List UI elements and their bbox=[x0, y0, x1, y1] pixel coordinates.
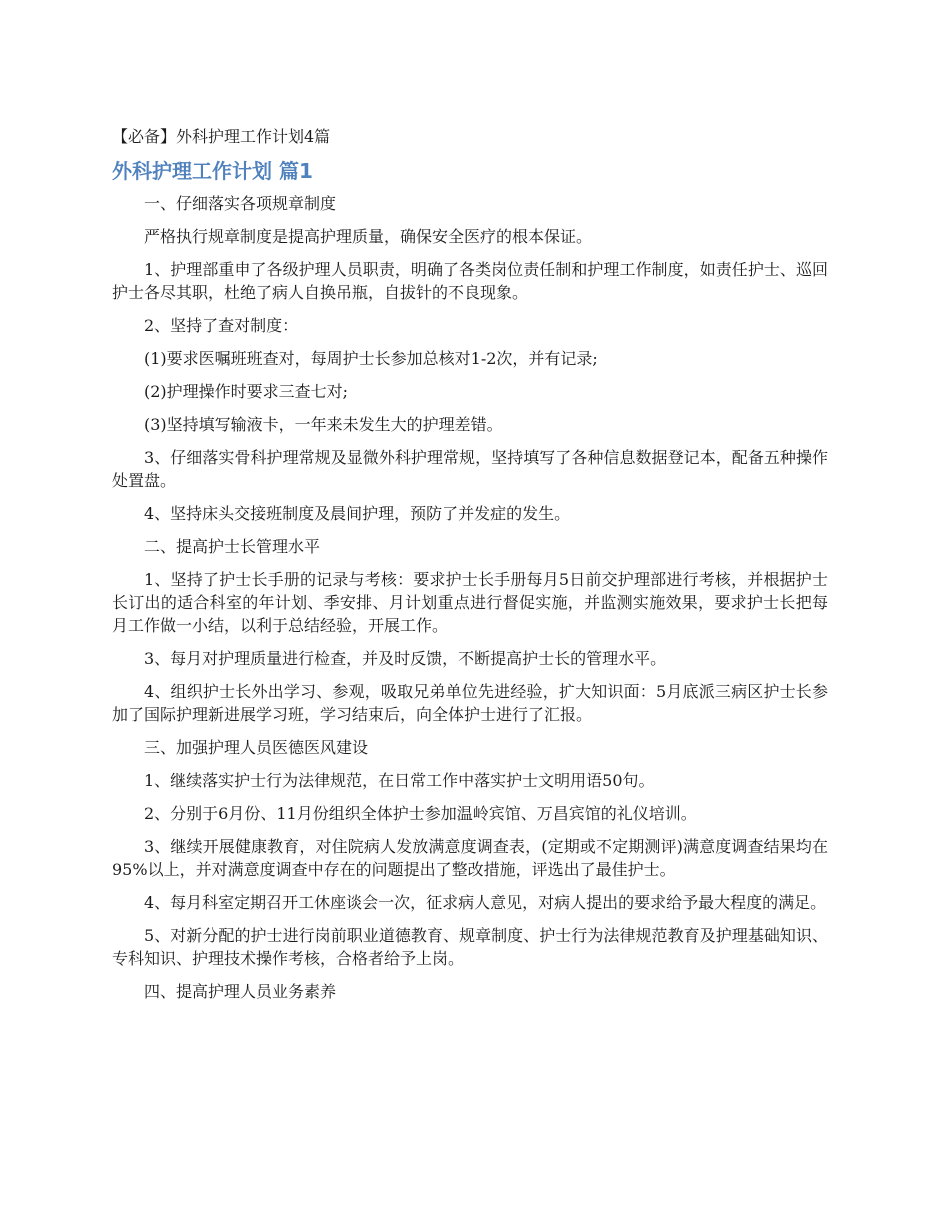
paragraph: 3、每月对护理质量进行检查，并及时反馈，不断提高护士长的管理水平。 bbox=[144, 649, 667, 668]
document-page bbox=[112, 124, 828, 1013]
paragraph: (2)护理操作时要求三查七对; bbox=[144, 382, 349, 401]
section-heading-3: 三、加强护理人员医德医风建设 bbox=[144, 738, 369, 757]
paragraph: 2、坚持了查对制度： bbox=[144, 316, 299, 335]
paragraph: 1、继续落实护士行为法律规范，在日常工作中落实护士文明用语50句。 bbox=[144, 771, 655, 790]
paragraph: 2、分别于6月份、11月份组织全体护士参加温岭宾馆、万昌宾馆的礼仪培训。 bbox=[144, 804, 697, 823]
paragraph: (1)要求医嘱班班查对，每周护士长参加总核对1-2次，并有记录; bbox=[144, 349, 598, 368]
paragraph: 3、继续开展健康教育，对住院病人发放满意度调查表，(定期或不定期测评)满意度调查结果均在95%以上，并对满意度调查中存在的问题提出了整改措施，评选出了最佳护士。 bbox=[112, 837, 828, 879]
section-heading-2: 二、提高护士长管理水平 bbox=[144, 537, 321, 556]
paragraph: 严格执行规章制度是提高护理质量，确保安全医疗的根本保证。 bbox=[144, 227, 593, 246]
paragraph: 3、仔细落实骨科护理常规及显微外科护理常规，坚持填写了各种信息数据登记本，配备五种操作处置盘。 bbox=[112, 448, 828, 490]
paragraph: (3)坚持填写输液卡，一年来未发生大的护理差错。 bbox=[144, 415, 503, 434]
paragraph: 4、坚持床头交接班制度及晨间护理，预防了并发症的发生。 bbox=[144, 504, 571, 523]
section-heading-1: 一、仔细落实各项规章制度 bbox=[144, 194, 337, 213]
paragraph: 5、对新分配的护士进行岗前职业道德教育、规章制度、护士行为法律规范教育及护理基础知识、专科知识、护理技术操作考核，合格者给予上岗。 bbox=[112, 926, 828, 968]
paragraph: 1、护理部重申了各级护理人员职责，明确了各类岗位责任制和护理工作制度，如责任护士、巡回护士各尽其职，杜绝了病人自换吊瓶，自拔针的不良现象。 bbox=[112, 260, 828, 302]
section-heading-4: 四、提高护理人员业务素养 bbox=[144, 982, 337, 1001]
paragraph: 1、坚持了护士长手册的记录与考核：要求护士长手册每月5日前交护理部进行考核，并根据护士长订出的适合科室的年计划、季安排、月计划重点进行督促实施，并监测实施效果，要求护士长把每月工作做一小结，以利于总结经验，开展工作。 bbox=[112, 570, 828, 635]
paragraph: 4、组织护士长外出学习、参观，吸取兄弟单位先进经验，扩大知识面：5月底派三病区护士长参加了国际护理新进展学习班，学习结束后，向全体护士进行了汇报。 bbox=[112, 682, 828, 724]
paragraph: 4、每月科室定期召开工休座谈会一次，征求病人意见，对病人提出的要求给予最大程度的满足。 bbox=[144, 893, 827, 912]
document-title: 【必备】外科护理工作计划4篇 bbox=[112, 127, 331, 146]
section-heading: 外科护理工作计划 篇1 bbox=[112, 159, 313, 183]
